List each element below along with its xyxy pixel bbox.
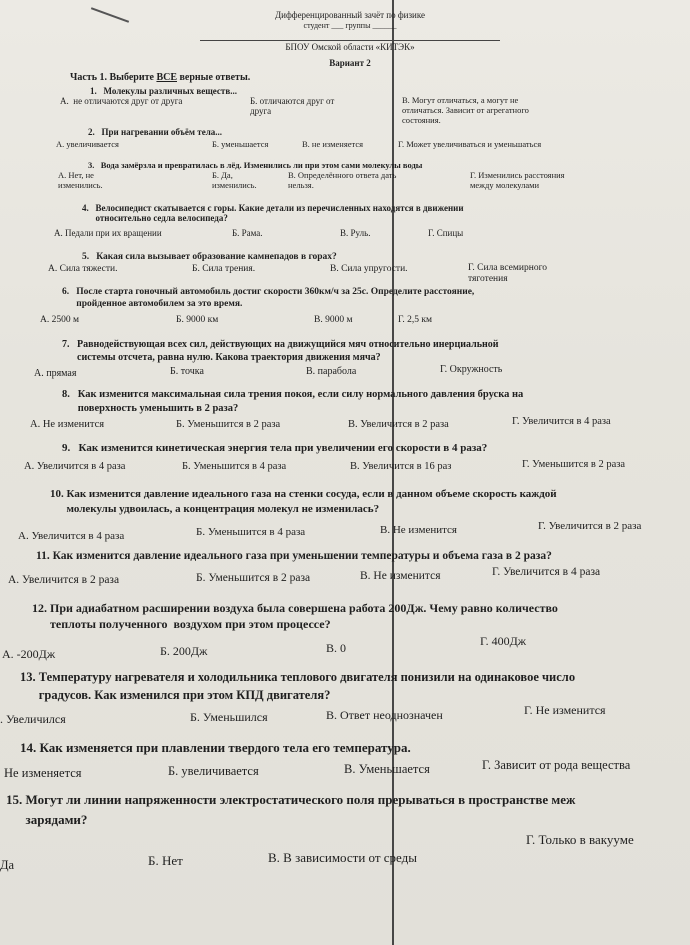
q11-option-a: А. Увеличится в 2 раза (8, 574, 120, 586)
header-student-group: студент ___ группы ______ (303, 21, 397, 30)
q7-option-d: Г. Окружность (440, 364, 503, 375)
part-prefix: Часть 1. Выберите (70, 72, 157, 83)
q12-option-a: А. -200Дж (2, 647, 56, 661)
q4-option-a: А. Педали при их вращении (54, 228, 162, 238)
q1-option-c: В. Могут отличаться, а могут не отличаться. Зависит от агрегатного состояния. (402, 95, 529, 125)
question-6: 6. После старта гоночный автомобиль достиг скорости 360км/ч за 25с. Определите расстояние, пройденное автомобилем за это время. (62, 287, 475, 309)
q2-option-b: Б. уменьшается (212, 139, 269, 149)
q3-option-b: Б. Да, изменились. (212, 170, 257, 190)
q11-option-d: Г. Увеличится в 4 раза (492, 566, 601, 578)
q7-option-b: Б. точка (170, 366, 204, 377)
part-instructions (70, 72, 250, 83)
q10-option-d: Г. Увеличится в 2 раза (538, 520, 642, 532)
q3-option-c: В. Определённого ответа дать нельзя. (288, 170, 397, 190)
q13-option-a: . Увеличился (0, 712, 66, 726)
q15-option-a: Да (0, 858, 15, 872)
question-15: 15. Могут ли линии напряженности электростатического поля прерываться в пространстве меж зарядами? (6, 792, 576, 827)
header-institution: БПОУ Омской области «КИТЭК» (200, 40, 500, 52)
q14-option-d: Г. Зависит от рода вещества (482, 758, 631, 772)
q13-option-b: Б. Уменьшился (190, 710, 268, 724)
question-7: 7. Равнодействующая всех сил, действующих на движущийся мяч относительно инерциальной системы отсчета, равна нулю. Какова траектория движения мяча? (62, 339, 499, 363)
q6-option-c: В. 9000 м (314, 315, 353, 325)
q8-option-a: А. Не изменится (30, 419, 105, 430)
q12-option-b: Б. 200Дж (160, 644, 208, 658)
q8-option-b: Б. Уменьшится в 2 раза (176, 419, 281, 430)
q2-option-c: В. не изменяется (302, 139, 364, 149)
question-5: 5. Какая сила вызывает образование камнепадов в горах? (82, 252, 337, 262)
question-2: 2. При нагревании объём тела... (88, 127, 222, 137)
q9-option-d: Г. Уменьшится в 2 раза (522, 459, 626, 470)
q5-option-c: В. Сила упругости. (330, 264, 408, 274)
q7-option-c: В. парабола (306, 366, 357, 377)
question-13: 13. Температуру нагревателя и холодильника теплового двигателя понизили на одинаковое число градусов. Как изменился при этом КПД двигателя? (20, 670, 576, 702)
q15-option-c: В. В зависимости от среды (268, 850, 418, 865)
question-10: 10. Как изменится давление идеального газа на стенки сосуда, если в данном объеме скорость каждой молекулы удвоилась, а концентрация молекул не изменилась? (50, 488, 557, 515)
q14-option-a: Не изменяется (4, 766, 82, 780)
q8-option-d: Г. Увеличится в 4 раза (512, 416, 611, 427)
q5-option-a: А. Сила тяжести. (48, 264, 118, 274)
q9-option-c: В. Увеличится в 16 раз (350, 461, 452, 472)
q9-option-a: А. Увеличится в 4 раза (24, 461, 126, 472)
q11-option-b: Б. Уменьшится в 2 раза (196, 572, 311, 584)
q4-option-c: В. Руль. (340, 228, 371, 238)
q6-option-b: Б. 9000 км (176, 315, 219, 325)
q1-option-a: А. не отличаются друг от друга (60, 96, 183, 106)
part-emphasis: ВСЕ (156, 72, 177, 83)
q4-option-b: Б. Рама. (232, 228, 263, 238)
q5-option-d: Г. Сила всемирного тяготения (468, 263, 547, 284)
q3-option-a: А. Нет, не изменились. (58, 170, 103, 190)
variant-label: Вариант 2 (329, 58, 371, 68)
q6-option-d: Г. 2,5 км (398, 315, 433, 325)
q9-option-b: Б. Уменьшится в 4 раза (182, 461, 287, 472)
q11-option-c: В. Не изменится (360, 570, 441, 582)
q15-option-b: Б. Нет (148, 853, 183, 868)
question-4: 4. Велосипедист скатывается с горы. Какие детали из перечисленных находятся в движении относительно седла велосипеда? (82, 203, 464, 223)
q14-option-c: В. Уменьшается (344, 762, 430, 776)
q2-option-d: Г. Может увеличиваться и уменьшаться (398, 139, 542, 149)
q10-option-b: Б. Уменьшится в 4 раза (196, 526, 306, 538)
q13-option-c: В. Ответ неоднозначен (326, 708, 443, 722)
q15-option-d: Г. Только в вакууме (526, 832, 634, 847)
q1-option-b: Б. отличаются друг от друга (250, 96, 335, 116)
q10-option-a: А. Увеличится в 4 раза (18, 530, 125, 542)
q8-option-c: В. Увеличится в 2 раза (348, 419, 449, 430)
question-12: 12. При адиабатном расширении воздуха была совершена работа 200Дж. Чему равно количество теплоты полученного воздухом при этом процессе? (32, 601, 558, 631)
question-1: 1. Молекулы различных веществ... (90, 86, 237, 96)
q12-option-c: В. 0 (326, 641, 347, 655)
q2-option-a: А. увеличивается (56, 139, 119, 149)
q5-option-b: Б. Сила трения. (192, 264, 256, 274)
header-title: Дифференцированный зачёт по физике (275, 10, 425, 20)
q4-option-d: Г. Спицы (428, 228, 464, 238)
q14-option-b: Б. увеличивается (168, 764, 259, 778)
question-11: 11. Как изменится давление идеального газа при уменьшении температуры и объема газа в 2 раза? (36, 550, 552, 562)
question-3: 3. Вода замёрзла и превратилась в лёд. Изменились ли при этом сами молекулы воды (88, 160, 423, 170)
pen-mark (91, 7, 129, 23)
part-suffix: верные ответы. (177, 72, 251, 83)
q3-option-d: Г. Изменились расстояния между молекулами (470, 170, 565, 190)
question-9: 9. Как изменится кинетическая энергия тела при увеличении его скорости в 4 раза? (62, 442, 488, 454)
q7-option-a: А. прямая (34, 368, 77, 379)
question-14: 14. Как изменяется при плавлении твердого тела его температура. (20, 740, 411, 755)
q12-option-d: Г. 400Дж (480, 634, 527, 648)
q13-option-d: Г. Не изменится (524, 703, 606, 717)
q6-option-a: А. 2500 м (40, 315, 79, 325)
q10-option-c: В. Не изменится (380, 524, 457, 536)
question-8: 8. Как изменится максимальная сила трения покоя, если силу нормального давления бруска на поверхность уменьшить в 2 раза? (62, 389, 524, 414)
